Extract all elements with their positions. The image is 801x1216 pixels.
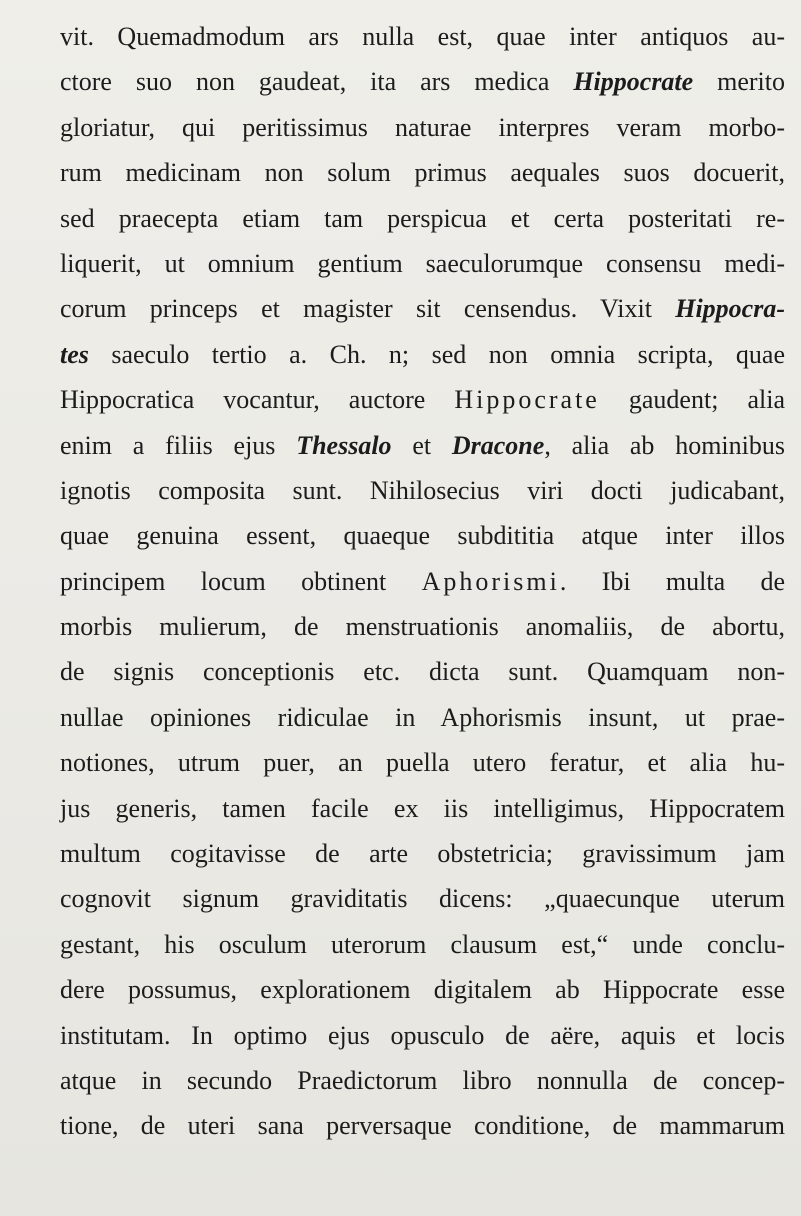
text-line bbox=[60, 649, 785, 694]
text-segment: merito bbox=[693, 67, 786, 97]
text-segment: cognovit signum graviditatis dicens: „quaecunque uterum bbox=[60, 884, 785, 914]
text-line bbox=[60, 468, 785, 513]
text-segment: sed praecepta etiam tam perspicua et certa posteritati re- bbox=[60, 203, 785, 233]
text-line bbox=[60, 196, 785, 241]
text-segment: quae genuina essent, quaeque subdititia atque inter illos bbox=[60, 521, 785, 551]
text-line bbox=[60, 1013, 785, 1058]
text-line bbox=[60, 150, 785, 195]
text-line bbox=[60, 922, 785, 967]
text-line bbox=[60, 105, 785, 150]
text-line bbox=[60, 377, 785, 422]
text-segment: ignotis composita sunt. Nihilosecius viri docti judicabant, bbox=[60, 475, 785, 505]
text-segment: notiones, utrum puer, an puella utero feratur, et alia hu- bbox=[60, 748, 785, 778]
text-segment: nullae opiniones ridiculae in Aphorismis insunt, ut prae- bbox=[60, 702, 785, 732]
text-line bbox=[60, 604, 785, 649]
text-line bbox=[60, 59, 785, 104]
text-segment: enim a filiis ejus bbox=[60, 430, 297, 460]
text-line bbox=[60, 967, 785, 1012]
text-segment: . Ibi multa de bbox=[559, 566, 785, 596]
text-segment: principem locum obtinent bbox=[60, 566, 422, 596]
italic-name: Dracone bbox=[451, 430, 545, 460]
text-segment: ctore suo non gaudeat, ita ars medica bbox=[60, 67, 574, 97]
italic-name: tes bbox=[60, 339, 89, 369]
body-text bbox=[60, 14, 785, 1149]
spaced-name: Hippocrate bbox=[454, 385, 600, 415]
text-segment: gaudent; alia bbox=[599, 385, 785, 415]
text-segment: vit. Quemadmodum ars nulla est, quae inter antiquos au- bbox=[60, 22, 785, 51]
text-segment: multum cogitavisse de arte obstetricia; gravissimum jam bbox=[60, 839, 785, 869]
text-segment: corum princeps et magister sit censendus. Vixit bbox=[60, 294, 676, 324]
italic-name: Hippocrate bbox=[573, 67, 694, 97]
text-segment: de signis conceptionis etc. dicta sunt. Quamquam non- bbox=[60, 657, 785, 687]
text-segment: tione, de uteri sana perversaque conditione, de mammarum bbox=[60, 1111, 785, 1141]
text-segment: morbis mulierum, de menstruationis anomaliis, de abortu, bbox=[60, 612, 785, 642]
text-line bbox=[60, 423, 785, 468]
text-segment: et bbox=[391, 430, 452, 460]
text-segment: dere possumus, explorationem digitalem ab Hippocrate esse bbox=[60, 975, 785, 1005]
text-line bbox=[60, 1058, 785, 1103]
spaced-name: Aphorismi bbox=[421, 566, 560, 596]
text-segment: gestant, his osculum uterorum clausum est,“ unde conclu- bbox=[60, 929, 785, 959]
text-line bbox=[60, 14, 785, 59]
text-segment: gloriatur, qui peritissimus naturae interpres veram morbo- bbox=[60, 112, 785, 142]
text-segment: saeculo tertio a. Ch. n; sed non omnia scripta, quae bbox=[88, 339, 785, 369]
text-segment: institutam. In optimo ejus opusculo de aëre, aquis et locis bbox=[60, 1020, 785, 1050]
text-segment: liquerit, ut omnium gentium saeculorumque consensu medi- bbox=[60, 248, 785, 278]
text-segment: jus generis, tamen facile ex iis intelligimus, Hippocratem bbox=[60, 793, 785, 823]
text-segment: , alia ab hominibus bbox=[544, 430, 786, 460]
text-line bbox=[60, 831, 785, 876]
text-segment: atque in secundo Praedictorum libro nonnulla de concep- bbox=[60, 1065, 785, 1095]
text-line bbox=[60, 786, 785, 831]
text-segment: rum medicinam non solum primus aequales suos docuerit, bbox=[60, 158, 785, 188]
italic-name: Hippocra- bbox=[675, 294, 785, 324]
text-line bbox=[60, 513, 785, 558]
text-line bbox=[60, 740, 785, 785]
text-line bbox=[60, 332, 785, 377]
text-line bbox=[60, 876, 785, 921]
italic-name: Thessalo bbox=[296, 430, 392, 460]
text-line bbox=[60, 241, 785, 286]
text-line bbox=[60, 1103, 785, 1148]
text-line bbox=[60, 286, 785, 331]
text-line bbox=[60, 559, 785, 604]
text-line bbox=[60, 695, 785, 740]
text-segment: Hippocratica vocantur, auctore bbox=[60, 385, 455, 415]
